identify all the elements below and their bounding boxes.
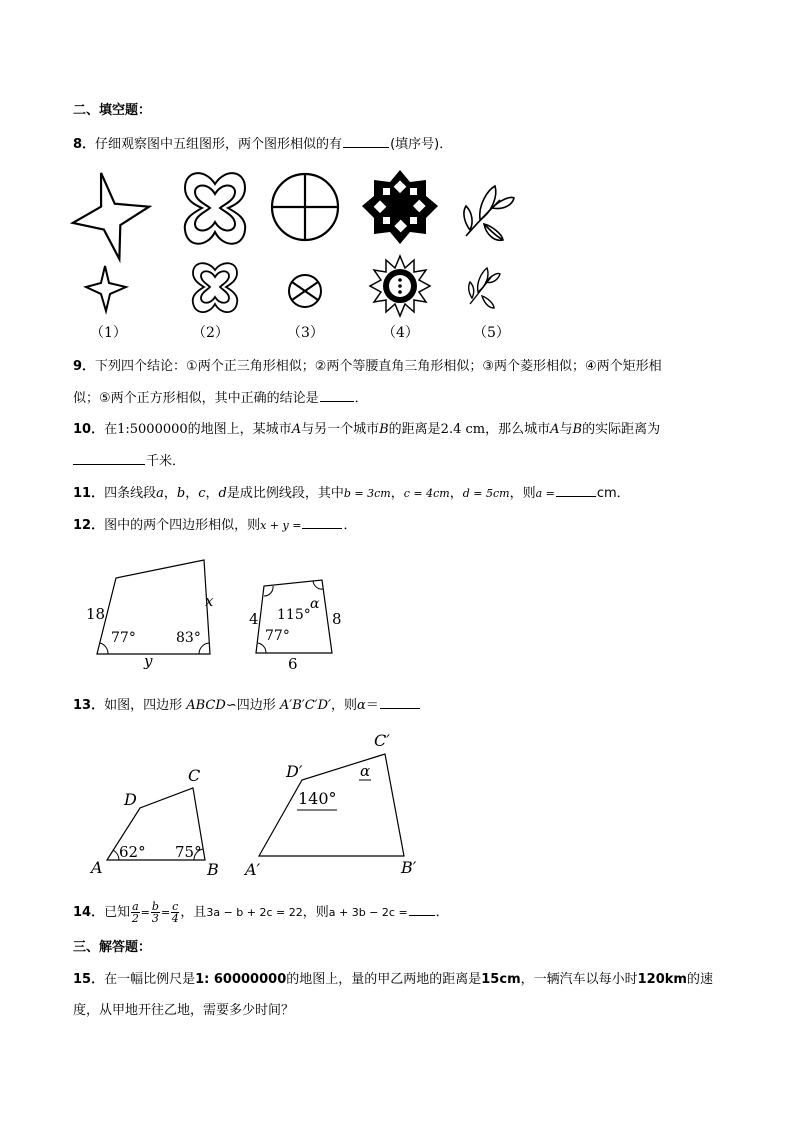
question-text: 与 [559,422,573,437]
angle-label-83: 83° [176,630,201,646]
vertex-d: D [124,790,137,809]
angle-label-62: 62° [119,843,146,861]
segment-b: b [176,486,186,501]
equals: ＝ [365,698,379,713]
question-text: ，那么城市 [485,422,551,437]
flower-small [370,256,430,316]
map-scale: 1:5000000 [117,422,188,437]
side-6: 6 [288,655,298,673]
question-13 [73,694,421,716]
map-distance: 2.4 cm [440,422,486,437]
question-number: 9． [73,359,96,374]
question-text: ，一辆汽车以每小时 [520,972,638,987]
angle-arc-alpha [313,581,323,589]
separator: ， [449,486,463,501]
separator: ， [390,486,404,501]
angle-label-77-small: 77° [265,628,290,644]
side-18: 18 [86,605,106,623]
question-text: 的地图上，量的甲乙两地的距离是 [286,972,482,987]
quad-abcd-prime: A′B′C′D′ [279,698,331,713]
denominator: 2 [131,912,139,925]
question-text: 与另一个城市 [301,422,380,437]
fraction-a-2 [131,901,140,924]
question-text: 似；⑤两个正方形相似，其中正确的结论是 [73,391,319,406]
map-scale: 1: 60000000 [195,972,287,987]
flower-large [362,170,438,244]
figure-label-5: （5） [473,325,510,341]
question-text: ，则 [302,905,329,920]
value-d: d = 5cm [462,487,510,500]
question-text: ，则 [509,486,536,501]
question-text: 图中的两个四边形相似，则 [104,518,261,533]
question-text: 千米． [146,454,186,469]
question-number: 8． [73,137,96,152]
vertex-a-prime: A′ [245,860,261,879]
question-number: 12． [73,518,105,533]
section-title-solve: 三、解答题： [73,940,152,955]
side-x: x [205,592,214,610]
angle-label-140: 140° [298,789,337,808]
side-4: 4 [249,610,259,628]
denominator: 3 [151,912,159,925]
vertex-c-prime: C′ [374,731,390,750]
expression: a = [535,487,555,500]
city-b: B [572,422,583,437]
fraction-b-3 [151,901,160,924]
clover-large [185,173,245,244]
numerator: c [172,900,179,913]
angle-arc-115 [264,586,273,596]
value-c: c = 4cm [403,487,450,500]
question-10-line-1 [73,420,660,440]
angle-label-alpha: α [310,596,320,612]
clover-small [193,263,238,312]
question-text: 四条线段 [104,486,157,501]
expression: a + 3b − 2c = [328,906,408,919]
star-large [64,165,159,267]
numerator: b [151,900,159,913]
question-text: 在 [104,422,118,437]
alpha-symbol: α [357,698,366,713]
question-text: 已知 [104,905,131,920]
answer-blank[interactable] [380,694,420,709]
angle-label-75: 75° [175,843,202,861]
map-distance: 15cm [481,972,521,987]
punctuation: ． [354,391,368,406]
question-text: 是成比例线段，其中 [226,486,344,501]
question-8 [73,133,452,155]
answer-blank[interactable] [302,514,342,529]
answer-blank[interactable] [343,133,389,148]
numerator: a [132,900,139,913]
question-number: 14． [73,905,105,920]
figure-label-2: （2） [192,325,229,341]
separator: ， [163,486,177,501]
circle-cross-large [272,174,338,240]
speed: 120km [637,972,687,987]
side-y: y [144,652,153,670]
question-10-line-2 [73,450,185,472]
vertex-a: A [91,858,103,877]
angle-label-115: 115° [277,607,311,623]
vertex-b: B [207,860,219,879]
angle-arc-77 [100,643,108,654]
question-text: 仔细观察图中五组图形，两个图形相似的有 [95,137,343,152]
value-b: b = 3cm [343,487,391,500]
city-a: A [550,422,560,437]
section-title-fill-blank: 二、填空题： [73,103,152,118]
punctuation: ． [435,905,449,920]
unit: cm． [596,486,630,501]
question-text: 如图，四边形 [104,698,183,713]
question-text: 下列四个结论：①两个正三角形相似；②两个等腰直角三角形相似；③两个菱形相似；④两个矩形相 [95,359,662,374]
question-text: 的距离是 [388,422,441,437]
question-15-line-1 [73,970,713,990]
answer-blank[interactable] [320,387,354,402]
question-15-line-2: 度，从甲地开往乙地，需要多少时间？ [73,1003,295,1018]
segment-d: d [218,486,227,501]
equals: = [140,906,150,919]
answer-blank[interactable] [73,450,145,465]
angle-label-77: 77° [111,630,136,646]
question-9-line-1 [73,357,662,377]
star-small [86,266,126,311]
question-text: 的地图上，某城市 [187,422,292,437]
question-number: 10． [73,422,105,437]
angle-arc-77-small [258,643,266,653]
quad-abcd: ABCD [186,698,226,713]
vertex-b-prime: B′ [401,858,417,877]
question-9-line-2 [73,387,368,409]
segment-a: a [156,486,164,501]
figure-label-4: （4） [382,325,419,341]
city-b: B [379,422,389,437]
question-11 [73,482,630,504]
plant-small [469,268,500,308]
question-number: 13． [73,698,105,713]
question-text: 的实际距离为 [582,422,661,437]
question-number: 15． [73,972,105,987]
fraction-c-4 [171,901,179,924]
figure-label-1: （1） [90,325,127,341]
figure-label-3: （3） [287,325,324,341]
question-12 [73,514,356,536]
separator: ， [205,486,219,501]
circle-x-small [289,275,321,307]
separator: ， [185,486,199,501]
question-text: ，且 [180,905,207,920]
question-text: ∽四边形 [225,698,276,713]
segment-c: c [198,486,206,501]
denominator: 4 [171,912,179,925]
vertex-d-prime: D′ [286,762,303,781]
question-number: 11． [73,486,105,501]
equals: = [160,906,171,919]
condition: 3a − b + 2c = 22 [206,906,303,919]
angle-label-alpha-prime: α [360,762,371,780]
answer-blank[interactable] [556,482,596,497]
plant-large [464,186,514,240]
expression: x + y = [260,519,302,532]
question-text: (填序号)． [390,137,453,152]
q12-figures [0,560,794,690]
vertex-c: C [188,766,201,785]
question-14 [73,900,449,926]
answer-blank[interactable] [409,901,435,916]
punctuation: ． [343,518,357,533]
question-text: ，则 [330,698,357,713]
city-a: A [291,422,302,437]
side-8: 8 [332,610,342,628]
question-text: 在一幅比例尺是 [104,972,196,987]
question-text: 的速 [686,972,713,987]
